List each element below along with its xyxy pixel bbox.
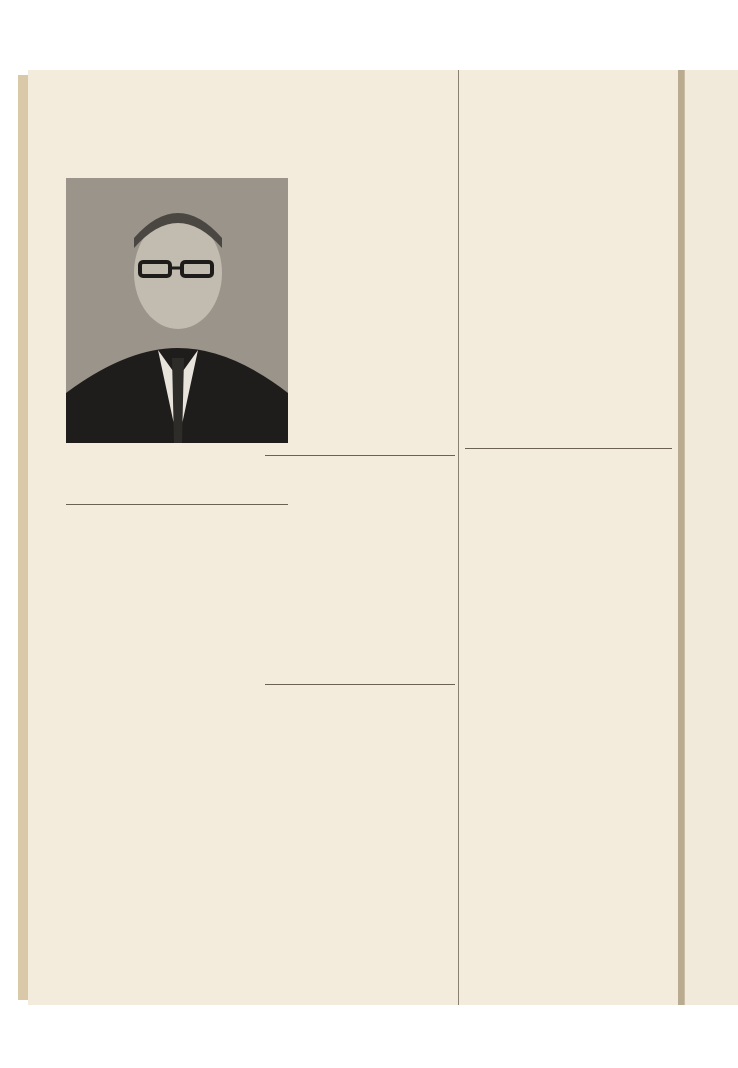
portrait-photo: [66, 178, 288, 443]
magazine-page: [28, 70, 678, 1005]
divider: [465, 448, 672, 449]
veenendaal-article: [465, 448, 672, 968]
column-divider: [458, 70, 459, 1005]
memoriam-header: [66, 120, 288, 180]
kerknieuws-section: [66, 738, 288, 1000]
divider: [265, 684, 455, 685]
portrait-image: [66, 178, 288, 443]
bondsnieuws-section: [66, 498, 288, 698]
divider: [66, 504, 288, 505]
divider: [265, 455, 455, 456]
page-edge: [18, 75, 28, 1000]
next-page: [684, 70, 738, 1005]
obituary-middle: [265, 97, 455, 465]
obituary-right: [465, 70, 672, 443]
kerknieuws-continued: [265, 684, 455, 994]
